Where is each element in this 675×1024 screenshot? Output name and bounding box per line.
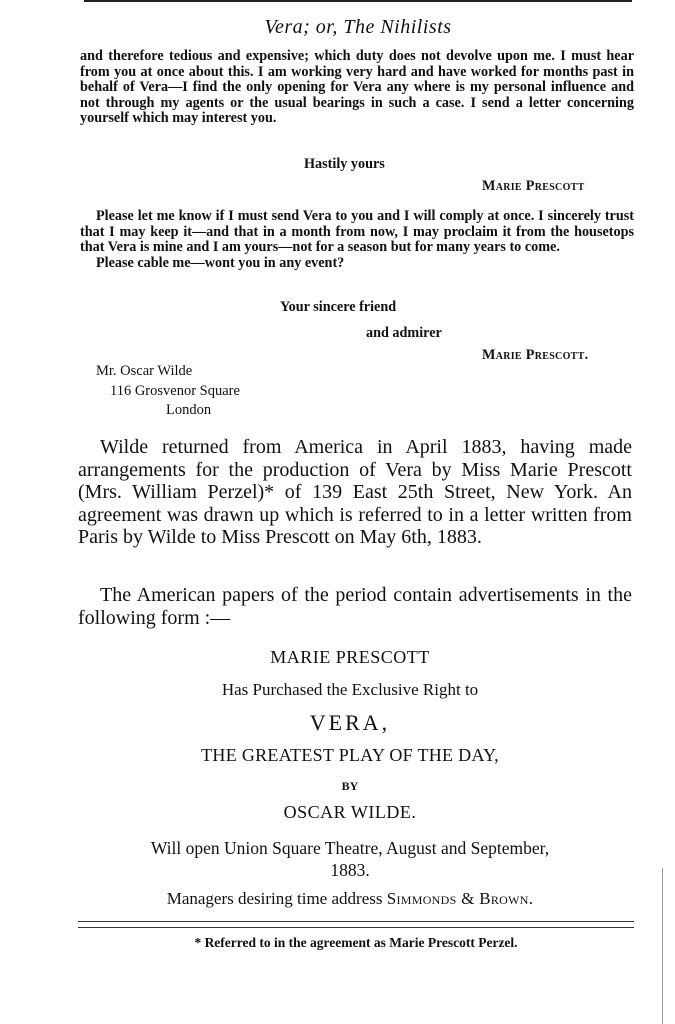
advert-year: 1883. xyxy=(330,860,370,880)
footnote-rule-2 xyxy=(78,927,634,928)
advert-purchased: Has Purchased the Exclusive Right to xyxy=(221,680,479,699)
advert-managers-text: Managers desiring time address xyxy=(166,889,387,908)
letter-signature-final: Marie Prescott. xyxy=(482,347,589,363)
letter-closing-friend: Your sincere friend xyxy=(280,299,397,315)
running-head: Vera; or, The Nihilists xyxy=(264,16,452,38)
body-text-1: Wilde returned from America in April 1883, having made arrangements for the production of Vera by Miss Marie Prescott (Mrs. William Perzel)* of 139 East 25th Street, New York. An agreement was drawn up which is referred to in a letter written from Paris by Wilde to Miss Prescott on May 6th, 1883. xyxy=(78,436,632,548)
body-paragraph-2 xyxy=(78,584,632,629)
letter-paragraph xyxy=(80,49,634,127)
address-name: Mr. Oscar Wilde xyxy=(96,363,193,379)
postscript-text: Please let me know if I must send Vera to you and I will comply at once. I sincerely trust that I may keep it—and that in a month from now, I may proclaim it from the housetops that Vera is mine and I am yours—not for a season but for many years to come. xyxy=(80,208,634,255)
body-paragraph-1 xyxy=(78,436,632,549)
postscript-cable: Please cable me—wont you in any event? xyxy=(96,254,345,271)
advert-name: MARIE PRESCOTT xyxy=(270,647,430,667)
letter-signature: Marie Prescott xyxy=(482,178,585,194)
advert-title: VERA, xyxy=(309,710,391,735)
advert-tagline: THE GREATEST PLAY OF THE DAY, xyxy=(201,745,499,765)
letter-text-1: and therefore tedious and expensive; which duty does not devolve upon me. I must hear from you at once about this. I am working very hard and have worked for months past in behalf of Vera—I find the only opening for Vera any where is my personal influence and not through my agents or the usual bearings in such a case. I send a letter concerning yourself which may interest you. xyxy=(80,48,634,126)
address-street: 116 Grosvenor Square xyxy=(110,383,240,399)
body-text-2: The American papers of the period contain advertisements in the following form :— xyxy=(78,584,632,629)
top-rule xyxy=(84,0,632,2)
advert-managers xyxy=(70,889,630,909)
advert-by: BY xyxy=(341,779,359,793)
advert-venue: Will open Union Square Theatre, August and September, xyxy=(150,838,550,858)
advert-author: OSCAR WILDE. xyxy=(283,802,417,822)
letter-postscript xyxy=(80,209,634,271)
footnote: * Referred to in the agreement as Marie Prescott Perzel. xyxy=(194,935,518,950)
letter-closing-admirer: and admirer xyxy=(366,325,442,341)
page-edge-line xyxy=(662,868,663,1024)
footnote-rule-1 xyxy=(78,921,634,922)
letter-closing: Hastily yours xyxy=(304,156,385,172)
advert-managers-names: Simmonds & Brown. xyxy=(386,889,534,908)
address-city: London xyxy=(166,402,212,418)
